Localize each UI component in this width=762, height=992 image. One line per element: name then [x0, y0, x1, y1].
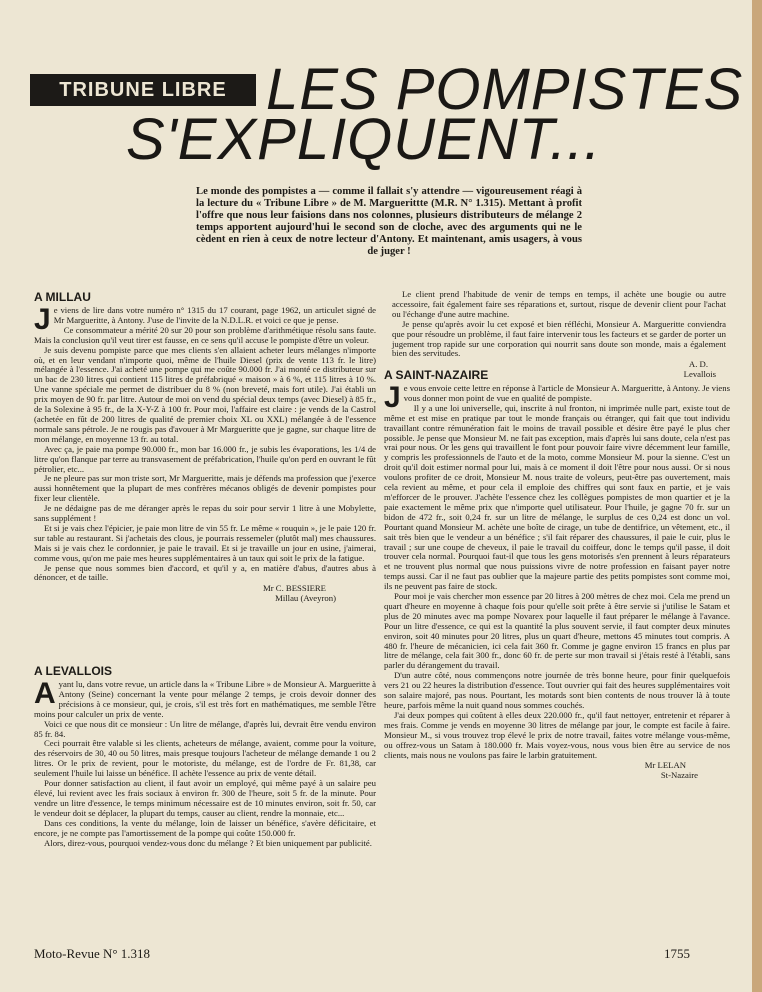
levallois-p2: Ceci pourrait être valable si les clients, acheteurs de mélange, avaient, comme pour la voiture, des réservoirs de 30, 40 ou 50 litres, mais presque toujours l'acheteur de mélange demande 1 ou 2 litres. Or le prix de revient, pour le motoriste, du mélange, est de l'ordre de Fr. 81,38, car seulement l'huile lui laisse un bénéfice. Il achète l'essence au prix de vente détail. [34, 738, 376, 779]
drop-cap: J [34, 303, 51, 336]
levallois-p3: Pour donner satisfaction au client, il faut avoir un employé, qui même payé à un salaire peu élevé, lui revient avec les frais sociaux à environ fr. 300 de l'heure, soit 5 fr. de la minute. Pour vendre un litre d'essence, le temps minimum nécessaire est de 10 minutes environ, soit fr. 50, car le vendeur doit se déplacer, la plupart du temps, causer au client, rendre la monnaie, etc... [34, 778, 376, 818]
nazaire-p1: Il y a une loi universelle, qui, inscrite à nul fronton, ni imprimée nulle part, existe tout de même et est mise en pratique par tout le monde français ou étranger, qui fait que tout individu travaillant contre rémunération fait le moins de travail possible et désire être payé le plus cher possible. Je pense que Monsieur M. ne fait pas exception, mais d'après lui sans doute, cela n'est pas vrai pour nous. Or les gens qui travaillent le font pour pouvoir faire vivre décemment leur famille, y compris les professionnels de l'auto et de la moto, comme Monsieur M. pour la sienne. C'est un droit qu'il doit estimer normal pour lui, mais à ce moment il doit l'être pour nous aussi. Or si nous voulons profiter de ce droit, Monsieur M. nous traite de voleurs, peut-être pas ouvertement, mais cela revient au même, et pour cela il emploie des chiffres qui sont faux en partie, et je vais m'efforcer de le prouver. J'achète l'essence chez les collègues pompistes de mon quartier et je la paie exactement le même prix que n'importe quel utilisateur. Pour l'huile, je gagne 70 fr. sur un bidon de 472 fr., soit 0,24 fr. sur un litre de mélange, le surplus de ces 0,24 est donc un vol. Pourtant quand Monsieur M. achète une boîte de cirage, un tube de dentifrice, un vêtement, etc., il sait très bien que le vendeur a un bénéfice ; s'il fait réparer des chaussures, il paie le cuir, plus le travail ; sur une coupe de cheveux, il paie le travail du coiffeur, donc le temps qu'il passe, il doit trouver cela normal. Pourquoi faut-il que tous les gens motorisés s'en prennent à leurs réparateurs et ne trouvent plus normal que nous puissions vivre de notre profession en faisant payer notre temps aussi. Car il ne faut pas oublier que la majeure partie des petits pompistes sont comme moi, ils ne peuvent pas faire de stock. [384, 402, 730, 592]
millau-p1: Ce consommateur a mérité 20 sur 20 pour son problème d'arithmétique résolu sans faute. Mais la conclusion qu'il veut tirer est fausse, en ce sens qu'il accuse le pompiste d'être un voleur. [34, 324, 376, 345]
title-line-1: LES POMPISTES [266, 57, 744, 122]
article-millau [34, 290, 376, 603]
drop-cap: A [34, 677, 56, 710]
levallois-p5: Alors, direz-vous, pourquoi vendez-vous donc du mélange ? Et bien uniquement par publicité. [44, 837, 372, 848]
nazaire-first: e vous envoie cette lettre en réponse à l'article de Monsieur A. Margueritte, à Antony. Je viens vous donner mon point de vue en qualité de pompiste. [403, 383, 730, 403]
millau-first: e viens de lire dans votre numéro n° 1315 du 17 courant, page 1962, un articulet signé de Mr Margueritte, à Antony. J'use de l'invite de la N.D.L.R. et voici ce que je pense. [53, 305, 376, 325]
millau-p6: Et si je vais chez l'épicier, je paie mon litre de vin 55 fr. Le même « rouquin », je le paie 120 fr. sur table au restaurant. Si j'achetais des clous, je pourrais ressemeler (plutôt mal) mes chaussures. Mais si je vais chez le cordonnier, je paie le travail. Et si je travaille un jour en usine, j'aimerai, comme vous, qu'on me paie mes heures supplémentaires à un taux qui soit le prix de la fatigue. [34, 522, 376, 563]
heading-levallois: A LEVALLOIS [34, 664, 112, 678]
article-levallois [34, 664, 376, 848]
nazaire-p2: Pour moi je vais chercher mon essence par 20 litres à 200 mètres de chez moi. Cela me prend un quart d'heure en moyenne à chaque fois pour qu'elle soit prête à être servie si j'utilise le Satam et plus de 20 minutes avec ma pompe Novarex pour laquelle il faut préparer le mélange à l'avance. Pour un litre d'essence, ce qui est la quantité la plus souvent servie, il faut compter deux minutes environ, soit 40 minutes pour 20 litres, plus un quart d'heure, mettons 45 minutes tout compris. A 480 fr. l'heure de mécanicien, ici cela fait 360 fr. Comme je gagne environ 15 francs en plus par litre de mélange, cela fait 300 fr., donc 60 fr. de perte sur mon travail si j'étais resté à l'établi, sans parler du dérangement du travail. [384, 591, 730, 671]
signature: Mr C. BESSIERE [263, 583, 326, 594]
heading-saint-nazaire: A SAINT-NAZAIRE [384, 368, 489, 382]
millau-p5: Je ne dédaigne pas de me déranger après le repas du soir pour servir 1 litre à une Mobylette, sans supplément ! [34, 503, 376, 524]
article-saint-nazaire [384, 368, 730, 780]
millau-p7: Je pense que nous sommes bien d'accord, et qu'il y a, en matière d'abus, d'autres abus à dénoncer, et de taille. [34, 562, 376, 583]
nazaire-p3: D'un autre côté, nous commençons notre journée de très bonne heure, pour finir quelquefois vers 21 ou 22 heures la distribution d'essence. Tout ouvrier qui fait des heures supplémentaires voit son salaire majoré, pas nous. Pourtant, les motards sont bien contents de nous trouver là à toute heure, parfois même la nuit quand nous sommes couchés. [384, 670, 730, 710]
heading-millau: A MILLAU [34, 290, 91, 304]
millau-p4: Je ne pleure pas sur mon triste sort, Mr Margueritte, mais je défends ma profession que j'exerce aussi honnêtement que la plupart de mes confrères mécanos obligés de devenir pompistes pour fixer leur clientèle. [34, 473, 376, 504]
section-tag: TRIBUNE LIBRE [30, 74, 256, 106]
signature: Mr LELAN [644, 760, 686, 771]
page-edge [752, 0, 762, 992]
nazaire-p4: J'ai deux pompes qui coûtent à elles deux 220.000 fr., qu'il faut nettoyer, entretenir et réparer à mes frais. Comme je vends en moyenne 30 litres de mélange par jour, le compte est facile à faire. Monsieur M., si vous trouvez trop élevé le prix de notre travail, faites votre mélange vous-même, ou offrez-vous un Satam à 180.000 fr. Mais voyez-vous, nous vous bien être au service de nos clients, mais nous ne voulons pas faire le larbin gratuitement. [384, 709, 730, 760]
intro-paragraph: Le monde des pompistes a — comme il fallait s'y attendre — vigoureusement réagi à la lecture du « Tribune Libre » de M. Marguerittte (M.R. N° 1.315). Mettant à profit l'offre que nous leur faisions dans nos colonnes, plusieurs distributeurs de mélange 2 temps apportent aujourd'hui le second son de cloche, avec des arguments qui ne le cèdent en rien à ceux de notre lecteur d'Antony. Et maintenant, amis usagers, à vous de juger ! [196, 186, 582, 258]
millau-p2: Je suis devenu pompiste parce que mes clients s'en allaient acheter leurs mélanges n'importe où, et en leur vendant n'importe quoi, même de l'huile Diesel (prix de vente 113 fr. le litre) mélangée à l'essence. J'ai acheté une pompe qui me coûte 90.000 fr. J'ai monté ce distributeur sur un bac de 230 litres qui contient 115 litres de préfabriqué « maison » à 6 %, et 115 litres à 10 %. Une vanne spéciale me permet de distribuer du 8 % (non breveté, mais fort utile). J'ai établi un prix moyen de 90 fr. par litre. Autour de moi on vend du spécial deux temps (avec Diesel) à 85 fr., de la Solexine à 95 fr., de la X-Y-Z à 100 fr. Pour moi, l'affaire est claire : je vends de la Castrol (achetée en fût de 200 litres de qualité de premier choix XL ou XXL) mélangée à de l'essence normale sans pétrole. Je ne rougis pas d'avouer à Mr Margueritte que je gagne, sur chaque litre de mon mélange, en moyenne 13 fr. au total. [34, 344, 376, 444]
page-number: 1755 [664, 946, 690, 961]
signature-place: Millau (Aveyron) [275, 593, 336, 604]
signature: A. D. [688, 359, 708, 370]
levallois-first: yant lu, dans votre revue, un article dans la « Tribune Libre » de Monsieur A. Margueritte à Antony (Seine) concernant la vente pour mélange 2 temps, je crois devoir donner des précisions à ce monsieur, qui, je crois, s'il est très fort en mathématiques, me semble l'être moins pour calculer un prix de vente. [34, 679, 377, 719]
levallois-p4: Dans ces conditions, la vente du mélange, loin de laisser un bénéfice, s'avère déficitaire, et encore, je ne compte pas l'amortissement de la pompe qui coûte 150.000 fr. [34, 817, 376, 838]
signature-place: Levallois [683, 369, 716, 380]
title-line-2: S'EXPLIQUENT... [126, 107, 602, 172]
levallois-cont-p1: Le client prend l'habitude de venir de temps en temps, il achète une bougie ou autre accessoire, fait également faire ses réparations et, surtout, risque de devenir client pour l'achat ou l'échange d'une autre machine. [392, 289, 726, 319]
footer-magazine-issue: Moto-Revue N° 1.318 [34, 946, 151, 961]
article-levallois-continued [392, 290, 726, 379]
levallois-cont-p2: Je pense qu'après avoir lu cet exposé et bien réfléchi, Monsieur A. Margueritte conviendra que pour résoudre un problème, il faut faire intervenir tous les facteurs et se garder de porter un jugement trop rapide sur une corporation qui nourrit sans doute son monde, mais a également bien des servitudes. [392, 318, 726, 359]
signature-place: St-Nazaire [660, 770, 698, 781]
millau-p3: Avec ça, je paie ma pompe 90.000 fr., mon bar 16.000 fr., je subis les évaporations, les 1/4 de litre qu'on flanque par terre au transvasement de préfabrication, l'huile qu'on perd en ouvrant le fût pétrolier, etc... [34, 443, 376, 474]
drop-cap: J [384, 381, 401, 414]
levallois-p1: Voici ce que nous dit ce monsieur : Un litre de mélange, d'après lui, devrait être vendu environ 85 fr. 84. [34, 718, 376, 739]
